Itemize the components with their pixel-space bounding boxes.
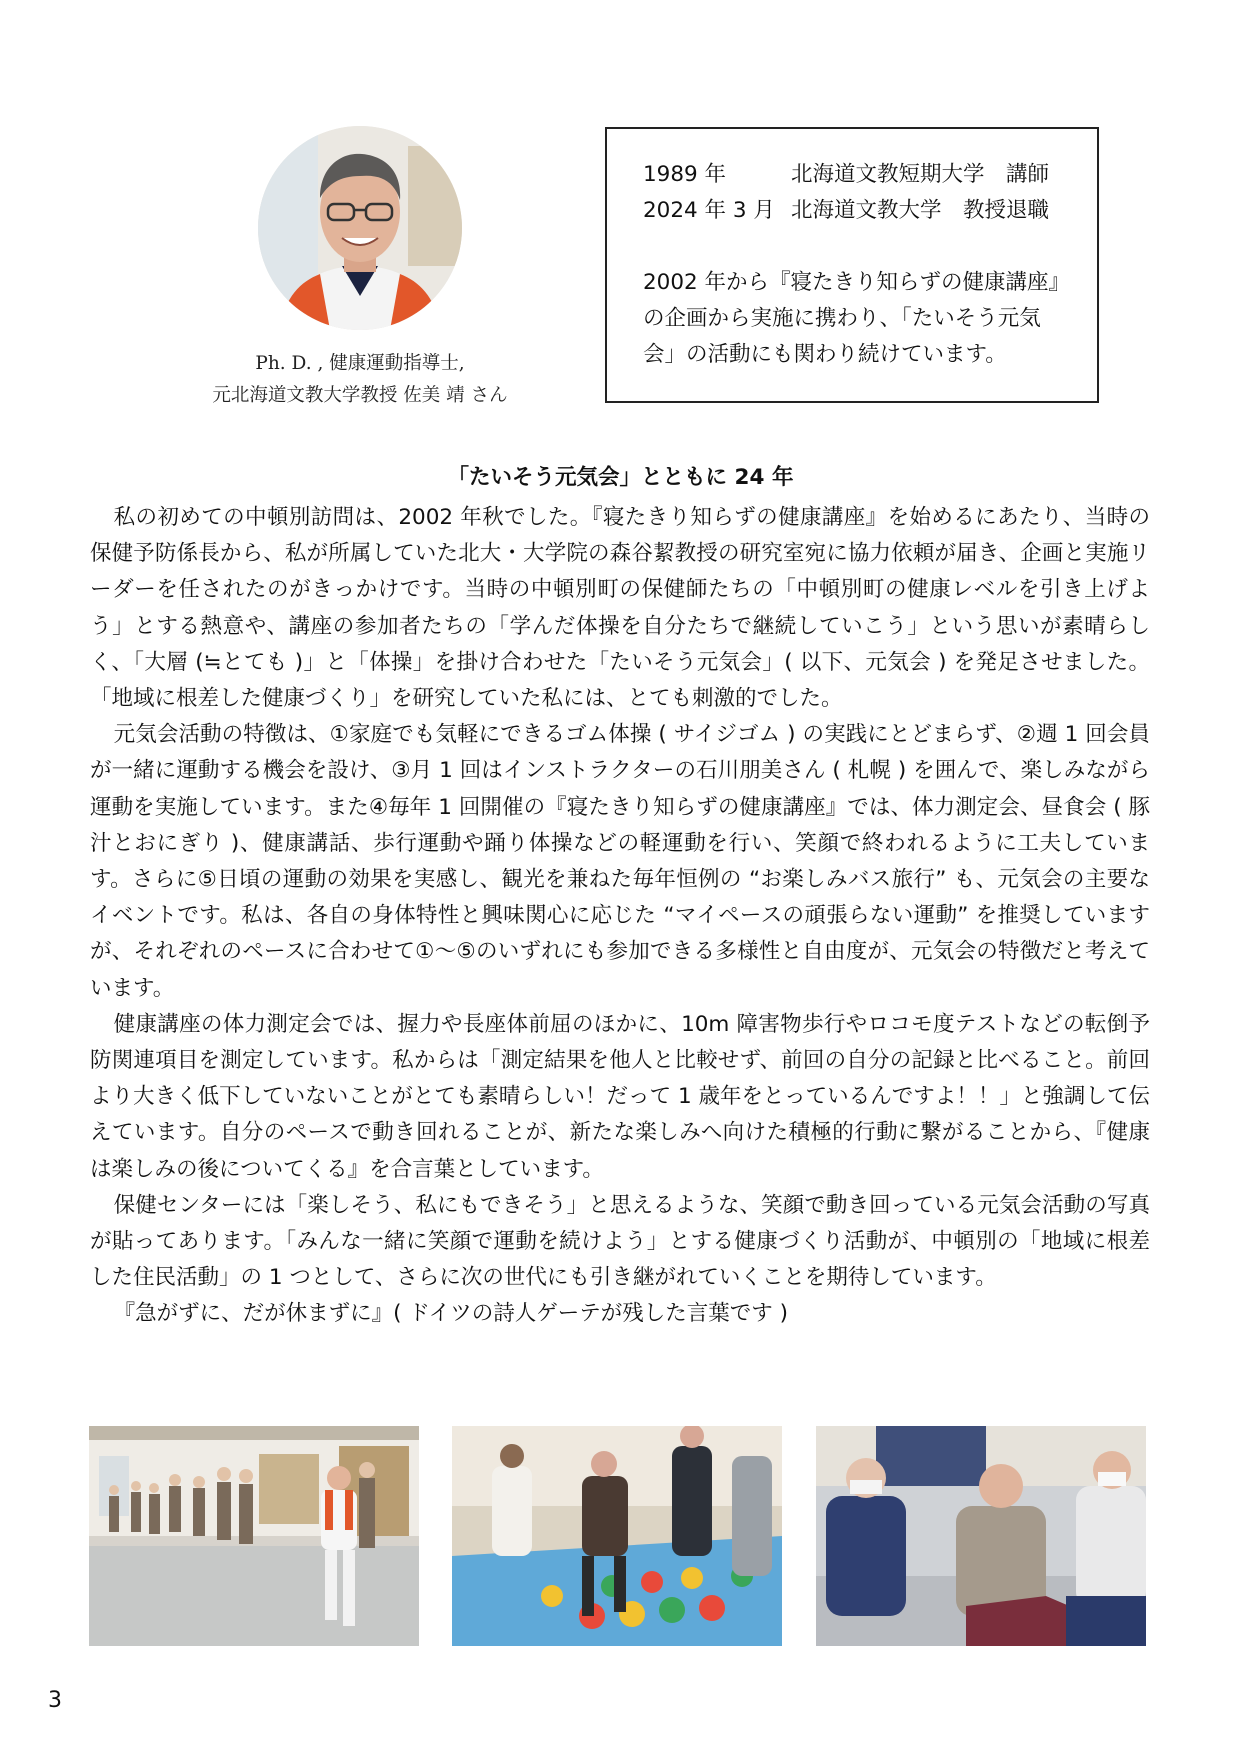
seated-members-laughing-illustration: [816, 1426, 1146, 1646]
floor-mat-game-photo: [452, 1426, 782, 1646]
article-paragraph: 保健センターには「楽しそう、私にもできそう」と思えるような、笑顔で動き回っている元気会活動の写真が貼ってあります。「みんな一緒に笑顔で運動を続けよう」とする健康づくり活動が、中頓別の「地域に根差した住民活動」の 1 つとして、さらに次の世代にも引き継がれていくことを期待しています。: [90, 1192, 1150, 1291]
article-title: 「たいそう元気会」とともに 24 年: [447, 465, 794, 490]
career-box: [605, 127, 1099, 403]
article-paragraph: 私の初めての中頓別訪問は、2002 年秋でした。『寝たきり知らずの健康講座』を始めるにあたり、当時の保健予防係長から、私が所属していた北大・大学院の森谷絜教授の研究室宛に協力依頼が届き、企画と実施リーダーを任されたのがきっかけです。当時の中頓別町の保健師たちの「中頓別町の健康レベルを引き上げよう」とする熱意や、講座の参加者たちの「学んだ体操を自分たちで継続していこう」という思いが素晴らしく、「大層 (≒とても )」と「体操」を掛け合わせた「たいそう元気会」( 以下、元気会 ) を発足させました。「地域に根差した健康づくり」を研究していた私には、とても刺激的でした。: [90, 505, 1150, 712]
portrait-photo: [258, 126, 462, 330]
page-number: 3: [48, 1688, 62, 1713]
career-row: [643, 157, 1067, 193]
walking-exercise-photo: [89, 1426, 419, 1646]
career-year: 1989 年: [643, 162, 727, 187]
article-body: [90, 500, 1150, 1333]
career-note: 2002 年から『寝たきり知らずの健康講座』の企画から実施に携わり、「たいそう元気会」の活動にも関わり続けています。: [643, 270, 1060, 367]
profile-caption: [150, 348, 570, 412]
seated-members-laughing-photo: [816, 1426, 1146, 1646]
career-row: [643, 193, 1067, 229]
article-paragraph: 健康講座の体力測定会では、握力や長座体前屈のほかに、10m 障害物歩行やロコモ度テストなどの転倒予防関連項目を測定しています。私からは「測定結果を他人と比較せず、前回の自分の記録と比べること。前回より大きく低下していないことがとても素晴らしい！だって 1 歳年をとっているんですよ！！」と強調して伝えています。自分のペースで動き回れることが、新たな楽しみへ向けた積極的行動に繋がることから、『健康は楽しみの後についてくる』を合言葉としています。: [90, 1011, 1150, 1182]
caption-name: 元北海道文教大学教授 佐美 靖 さん: [212, 385, 508, 406]
career-detail: 北海道文教大学 教授退職: [791, 198, 1050, 223]
floor-mat-game-illustration: [452, 1426, 782, 1646]
article-paragraph: 『急がずに、だが休まずに』( ドイツの詩人ゲーテが残した言葉です ): [113, 1301, 789, 1327]
caption-credentials: Ph. D. , 健康運動指導士,: [255, 353, 465, 374]
article-paragraph: 元気会活動の特徴は、①家庭でも気軽にできるゴム体操 ( サイジゴム ) の実践にとどまらず、②週 1 回会員が一緒に運動する機会を設け、③月 1 回はインストラクターの石川朋美さん ( 札幌 ) を囲んで、楽しみながら運動を実施しています。また④毎年 1 回開催の『寝たきり知らずの健康講座』では、体力測定会、昼食会 ( 豚汁とおにぎり )、健康講話、歩行運動や踊り体操などの軽運動を行い、笑顔で終われるように工夫しています。さらに⑤日頃の運動の効果を実感し、観光を兼ねた毎年恒例の “お楽しみバス旅行” も、元気会の主要なイベントです。私は、各自の身体特性と興味関心に応じた “マイペースの頑張らない運動” を推奨していますが、それぞれのペースに合わせて①～⑤のいずれにも参加できる多様性と自由度が、元気会の特徴だと考えています。: [90, 722, 1150, 1001]
career-year: 2024 年 3 月: [643, 198, 775, 223]
walking-exercise-illustration: [89, 1426, 419, 1646]
portrait-illustration: [258, 126, 462, 330]
career-detail: 北海道文教短期大学 講師: [791, 162, 1050, 187]
